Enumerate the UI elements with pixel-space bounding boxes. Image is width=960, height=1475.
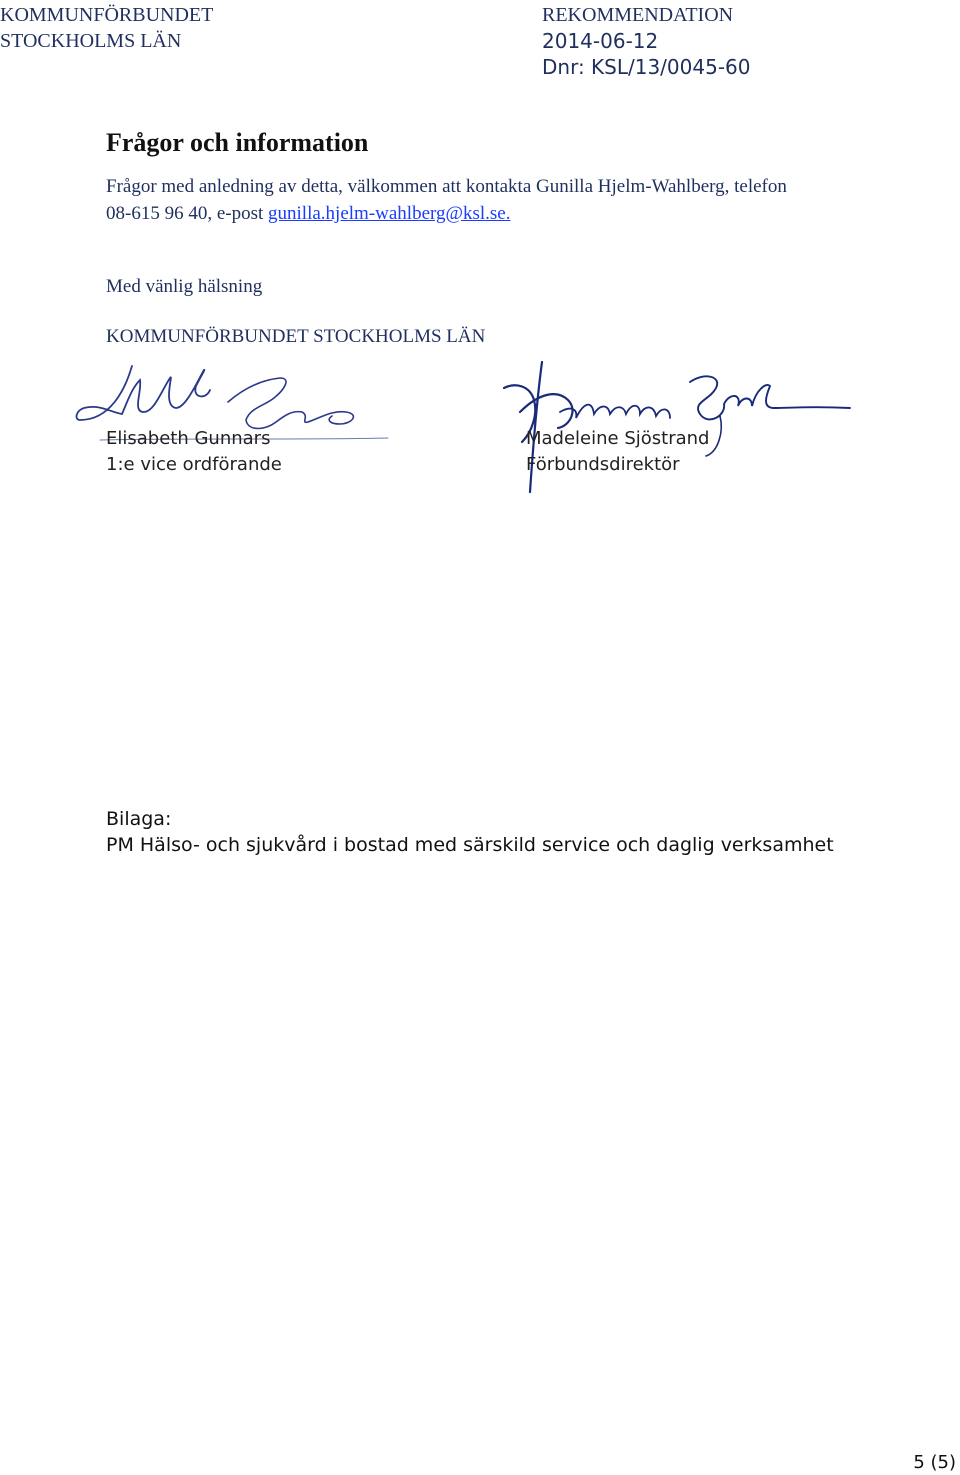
page-number: 5 (5) [913, 1452, 956, 1473]
closing-greeting: Med vänlig hälsning [106, 276, 263, 297]
closing-organization: KOMMUNFÖRBUNDET STOCKHOLMS LÄN [106, 326, 486, 347]
header-reference: Dnr: KSL/13/0045-60 [542, 55, 751, 79]
header-organization [0, 2, 213, 54]
attachment-section [106, 806, 834, 858]
header-document-info [542, 2, 751, 80]
signatory-title: 1:e vice ordförande [106, 454, 282, 475]
header-org-line-2: STOCKHOLMS LÄN [0, 30, 182, 52]
signatory-name: Madeleine Sjöstrand [526, 428, 710, 449]
header-doc-type: REKOMMENDATION [542, 4, 734, 26]
signatory-name: Elisabeth Gunnars [106, 428, 271, 449]
contact-paragraph [106, 173, 806, 227]
signatory-left [106, 426, 282, 478]
signatory-right [526, 426, 709, 478]
attachment-label: Bilaga: [106, 808, 172, 830]
section-heading: Frågor och information [106, 128, 369, 157]
attachment-item: PM Hälso- och sjukvård i bostad med särskild service och daglig verksamhet [106, 834, 834, 856]
header-date: 2014-06-12 [542, 29, 659, 53]
header-org-line-1: KOMMUNFÖRBUNDET [0, 4, 214, 26]
signatory-title: Förbundsdirektör [526, 454, 680, 475]
contact-email-link[interactable]: gunilla.hjelm-wahlberg@ksl.se. [268, 203, 511, 224]
contact-text: Frågor med anledning av detta, välkommen att kontakta Gunilla Hjelm-Wahlberg, telefon 08-615 96 40, e-post [106, 176, 787, 224]
